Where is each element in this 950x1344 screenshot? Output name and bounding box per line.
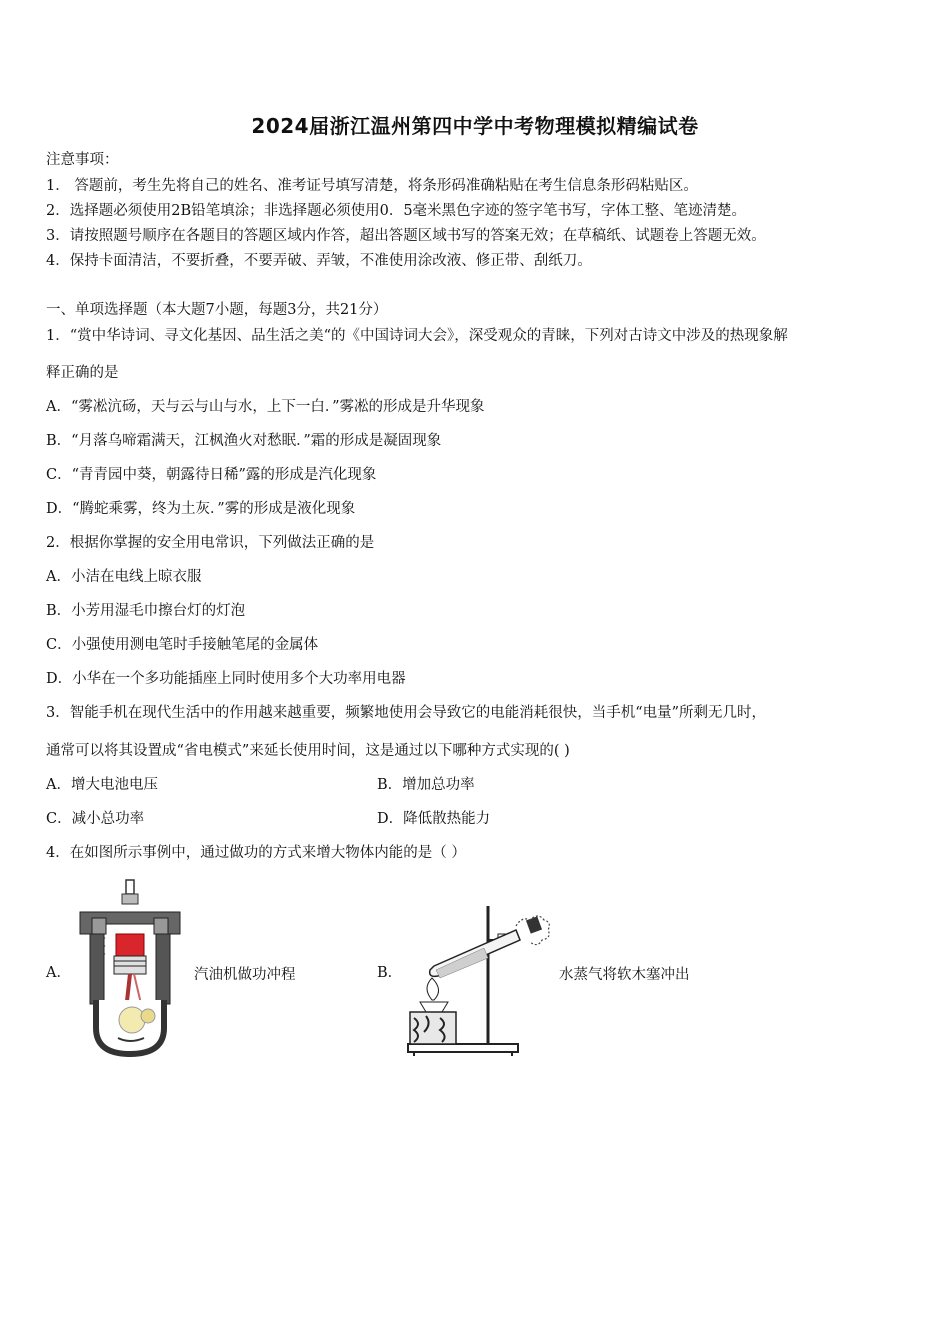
question-1-option-d: D．“腾蛇乘雾，终为土灰．”雾的形成是液化现象 bbox=[46, 501, 356, 517]
question-3-option-b: B．增加总功率 bbox=[377, 777, 475, 793]
question-1-stem-cont: 释正确的是 bbox=[46, 365, 119, 381]
question-4-option-b-label: B． bbox=[377, 965, 403, 981]
notice-item: 4．保持卡面清洁，不要折叠，不要弄破、弄皱，不准使用涂改液、修正带、刮纸刀。 bbox=[46, 253, 592, 269]
question-3-option-d: D．降低散热能力 bbox=[377, 811, 491, 827]
notice-heading: 注意事项： bbox=[46, 152, 119, 168]
page-title: 2024届浙江温州第四中学中考物理模拟精编试卷 bbox=[251, 114, 699, 138]
question-3-stem: 3．智能手机在现代生活中的作用越来越重要，频繁地使用会导致它的电能消耗很快，当手机“电量”所剩无几时， bbox=[46, 705, 767, 721]
question-2-option-a: A．小洁在电线上晾衣服 bbox=[46, 569, 202, 585]
question-4-option-a-label: A． bbox=[46, 965, 71, 981]
question-4-option-b-caption: 水蒸气将软木塞冲出 bbox=[559, 967, 690, 983]
question-1-option-c: C．“青青园中葵，朝露待日稀”露的形成是汽化现象 bbox=[46, 467, 377, 483]
question-3-option-c: C．减小总功率 bbox=[46, 811, 145, 827]
question-1-option-b: B．“月落乌啼霜满天，江枫渔火对愁眠．”霜的形成是凝固现象 bbox=[46, 433, 442, 449]
question-1-stem: 1．“赏中华诗词、寻文化基因、品生活之美“的《中国诗词大会》，深受观众的青睐，下列对古诗文中涉及的热现象解 bbox=[46, 328, 788, 344]
question-3-stem-cont: 通常可以将其设置成“省电模式”来延长使用时间，这是通过以下哪种方式实现的( ) bbox=[46, 743, 570, 759]
question-4-option-a-caption: 汽油机做功冲程 bbox=[194, 967, 296, 983]
notice-item: 3．请按照题号顺序在各题目的答题区域内作答，超出答题区域书写的答案无效；在草稿纸、试题卷上答题无效。 bbox=[46, 228, 766, 244]
question-4-stem: 4．在如图所示事例中，通过做功的方式来增大物体内能的是（ ） bbox=[46, 845, 466, 861]
spark-plug-icon bbox=[126, 880, 134, 894]
question-2-stem: 2．根据你掌握的安全用电常识，下列做法正确的是 bbox=[46, 535, 375, 551]
notice-item: 2．选择题必须使用2B铅笔填涂；非选择题必须使用0．5毫米黑色字迹的签字笔书写，字体工整、笔迹清楚。 bbox=[46, 203, 747, 219]
steam-cork-figure bbox=[404, 900, 554, 1060]
section-heading: 一、单项选择题（本大题7小题，每题3分，共21分） bbox=[46, 302, 388, 318]
question-3-option-a: A．增大电池电压 bbox=[46, 777, 158, 793]
question-2-option-b: B．小芳用湿毛巾擦台灯的灯泡 bbox=[46, 603, 246, 619]
notice-item: 1． 答题前，考生先将自己的姓名、准考证号填写清楚，将条形码准确粘贴在考生信息条形码粘贴区。 bbox=[46, 178, 698, 194]
question-2-option-c: C．小强使用测电笔时手接触笔尾的金属体 bbox=[46, 637, 319, 653]
question-1-option-a: A．“雾凇沆砀，天与云与山与水，上下一白．”雾凇的形成是升华现象 bbox=[46, 399, 485, 415]
gasoline-engine-figure bbox=[68, 878, 192, 1060]
question-2-option-d: D．小华在一个多功能插座上同时使用多个大功率用电器 bbox=[46, 671, 406, 687]
